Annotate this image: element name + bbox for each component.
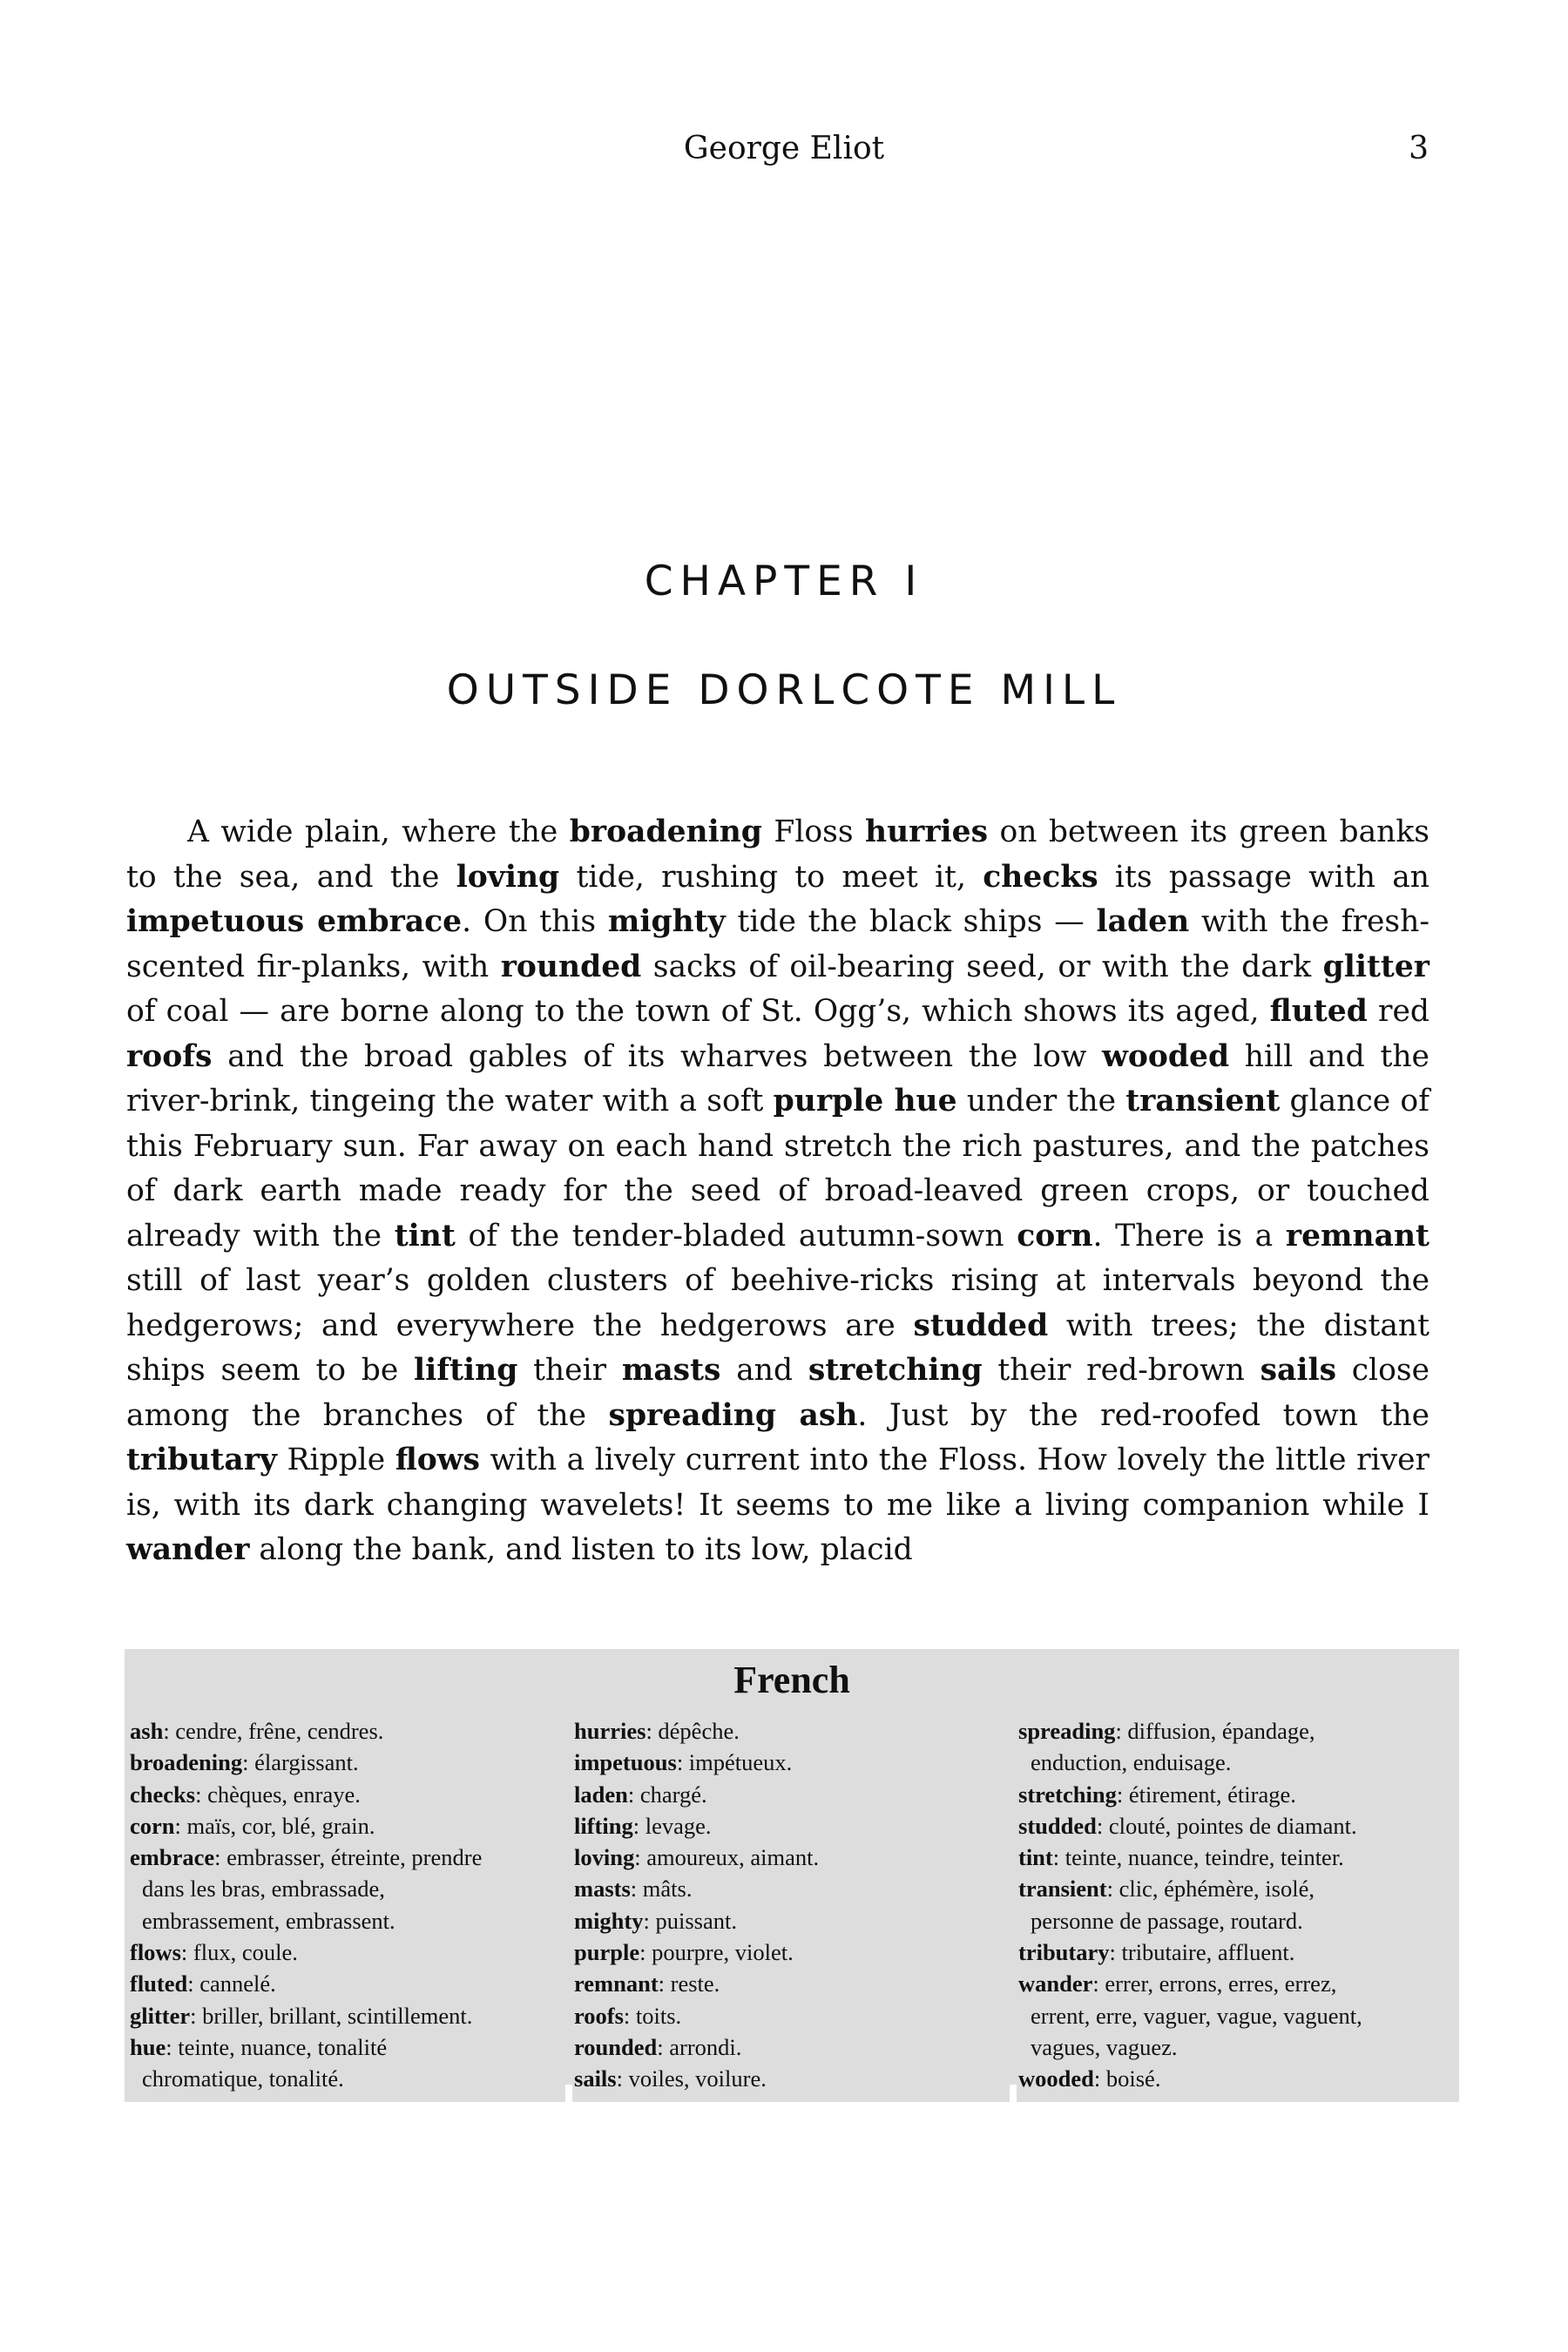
glossary-definition: : clic, éphémère, isolé, [1106,1876,1315,1903]
glossary-definition-continued: chromatique, tonalité. [142,2065,344,2092]
body-text-run: and [720,1353,808,1388]
body-text-run: . Just by the red-roofed town the [857,1397,1429,1433]
chapter-subtitle: OUTSIDE DORLCOTE MILL [446,666,1122,714]
glossed-word: masts [621,1353,721,1388]
glossary-entry [574,2063,1010,2094]
glossary-entry [1018,1842,1454,1873]
glossary-definition: : maïs, cor, blé, grain. [174,1812,375,1839]
glossary-definition: : errer, errons, erres, errez, [1092,1970,1337,1997]
glossary-term: masts [574,1876,631,1903]
page-number: 3 [1409,131,1429,166]
glossary-term: hurries [574,1718,646,1744]
body-text-run: under the [956,1084,1126,1119]
glossary-definition: : puissant. [643,1907,737,1934]
glossary-term: spreading [1018,1718,1116,1744]
glossary-entry [1018,2063,1454,2094]
glossary-definition: : cannelé. [187,1970,276,1997]
glossary-definition: : dépêche. [645,1718,740,1744]
glossed-word: flows [395,1443,480,1477]
glossary-definition: : toits. [623,2002,682,2029]
glossary-definition: : chèques, enraye. [195,1781,361,1808]
glossary-entry [574,1873,1010,1904]
glossary-term: corn [130,1812,175,1839]
glossary-entry [574,1842,1010,1873]
glossary-term: remnant [574,1970,659,1997]
glossary-term: purple [574,1939,640,1966]
glossary-entry [130,1968,565,1999]
glossary-definition: : briller, brillant, scintillement. [190,2002,473,2029]
glossary-entry [574,1715,1010,1747]
glossed-word: fluted [1269,994,1368,1029]
glossed-word: broadening [569,814,762,849]
body-text-run: of coal — are borne along to the town of St. Ogg’s, which shows its aged, [126,994,1270,1029]
glossary-entry [574,2000,1010,2031]
glossary-entry [1018,1968,1454,2063]
glossary-term: stretching [1018,1781,1117,1808]
glossary-term: ash [130,1718,164,1744]
glossary-definition-continued: vagues, vaguez. [1031,2033,1178,2060]
glossed-word: wander [126,1532,250,1567]
glossary-term: tributary [1018,1939,1110,1966]
glossary-term: wooded [1018,2065,1094,2092]
body-text-run: with trees; the distant ships seem to be [126,1308,1429,1388]
glossary-definition: : mâts. [630,1876,693,1903]
glossary-definition: : voiles, voilure. [616,2065,767,2092]
body-text-run: along the bank, and listen to its low, placid [249,1532,913,1567]
body-text-run: sacks of oil-bearing seed, or with the dark [641,949,1323,984]
body-text-run: of the tender-bladed autumn-sown [455,1218,1017,1254]
running-title: George Eliot [683,131,885,166]
glossary-entry [1018,1873,1454,1936]
glossary-entry [1018,1779,1454,1810]
glossary-definition-continued: dans les bras, embrassade, [142,1876,385,1903]
glossed-word: stretching [808,1353,983,1388]
glossary-entry [574,1810,1010,1842]
glossary-definition: : élargissant. [242,1749,359,1776]
glossed-word: impetuous embrace [126,904,463,939]
glossary-definition: : diffusion, épandage, [1115,1718,1315,1744]
glossed-word: remnant [1285,1218,1429,1254]
glossed-word: corn [1017,1218,1093,1254]
glossary-term: embrace [130,1844,215,1871]
glossed-word: spreading ash [608,1397,858,1433]
glossary-entry [574,1905,1010,1936]
running-header [0,131,1568,174]
glossary-entry [1018,1936,1454,1968]
glossary-definition: : chargé. [627,1781,707,1808]
glossed-word: lifting [414,1353,518,1388]
glossary-column-2 [574,1715,1010,2095]
french-glossary [125,1649,1459,2102]
glossed-word: roofs [126,1038,213,1074]
body-text-run: their [517,1353,622,1388]
glossary-definition: : boisé. [1093,2065,1161,2092]
glossed-word: checks [983,859,1098,895]
glossary-entry [574,1747,1010,1778]
glossary-column-1 [130,1715,565,2095]
glossary-definition: : pourpre, violet. [639,1939,794,1966]
glossary-definition: : clouté, pointes de diamant. [1096,1812,1357,1839]
body-text-run: red [1367,994,1429,1029]
body-text-run: their red-brown [982,1353,1260,1388]
glossary-entry [130,1936,565,1968]
body-paragraph [126,810,1429,1573]
glossary-term: rounded [574,2033,658,2060]
glossary-definition: : étirement, étirage. [1116,1781,1296,1808]
glossary-entry [130,1779,565,1810]
glossary-entry [574,1936,1010,1968]
glossed-word: mighty [607,904,726,939]
glossary-definition: : levage. [632,1812,712,1839]
column-gap [565,2085,572,2102]
body-text-run: Floss [761,814,865,849]
glossary-term: transient [1018,1876,1107,1903]
glossary-entry [130,1842,565,1936]
glossary-definition-continued: errent, erre, vaguer, vague, vaguent, [1031,2002,1362,2029]
glossary-definition: : arrondi. [657,2033,742,2060]
glossed-word: glitter [1322,949,1429,984]
glossary-definition: : flux, coule. [180,1939,298,1966]
glossary-term: lifting [574,1812,633,1839]
glossary-entry [574,2031,1010,2063]
body-text-run: on between its green banks to the sea, and the [126,814,1429,895]
glossary-term: loving [574,1844,635,1871]
body-text-run: Ripple [276,1443,395,1477]
glossary-definition: : reste. [658,1970,720,1997]
glossary-definition: : teinte, nuance, teindre, teinter. [1052,1844,1344,1871]
body-text-run: and the broad gables of its wharves between the low [212,1038,1103,1074]
glossed-word: wooded [1102,1038,1230,1074]
body-text-run: still of last year’s golden clusters of beehive-ricks rising at intervals beyond the hedgerows; and everywhere the hedgerows are [126,1263,1429,1343]
body-text-run: with a lively current into the Floss. How lovely the little river is, with its dark changing wavelets! It seems to me like a living companion while I [126,1443,1429,1523]
body-text-run: close among the branches of the [126,1353,1429,1433]
glossary-term: tint [1018,1844,1053,1871]
glossary-definition: : teinte, nuance, tonalité [166,2033,388,2060]
body-text-run: glance of this February sun. Far away on each hand stretch the rich pastures, and the patches of dark earth made ready for the seed of broad-leaved green crops, or touched already with the [126,1084,1429,1254]
glossed-word: sails [1260,1353,1337,1388]
glossary-term: mighty [574,1907,644,1934]
glossary-entry [574,1968,1010,1999]
glossed-word: studded [913,1308,1049,1343]
glossary-definition: : tributaire, affluent. [1109,1939,1295,1966]
glossary-term: laden [574,1781,628,1808]
glossary-entry [130,2031,565,2095]
glossary-entry [1018,1810,1454,1842]
glossary-entry [130,1715,565,1747]
glossary-term: wander [1018,1970,1093,1997]
glossary-definition: : amoureux, aimant. [634,1844,820,1871]
body-text-run: its passage with an [1098,859,1430,895]
column-gap [1010,2085,1017,2102]
glossed-word: tributary [126,1443,277,1477]
body-text-run: . There is a [1092,1218,1286,1254]
glossary-entry [130,1747,565,1778]
glossary-term: hue [130,2033,166,2060]
body-text-run: tide, rushing to meet it, [559,859,983,895]
glossary-definition: : impétueux. [676,1749,793,1776]
glossed-word: laden [1096,904,1190,939]
glossary-term: flows [130,1939,181,1966]
body-text-run: hill and the river-brink, tingeing the water with a soft [126,1038,1429,1119]
body-text-run: with the fresh-scented fir-planks, with [126,904,1429,984]
body-text-run: tide the black ships — [725,904,1097,939]
glossary-term: studded [1018,1812,1097,1839]
glossary-entry [1018,1715,1454,1779]
glossary-title: French [733,1659,850,1701]
glossary-term: glitter [130,2002,191,2029]
glossary-term: impetuous [574,1749,677,1776]
glossed-word: purple hue [773,1084,957,1119]
chapter-title: CHAPTER I [644,558,924,605]
glossed-word: rounded [500,949,642,984]
glossary-term: roofs [574,2002,624,2029]
glossary-definition: : embrasser, étreinte, prendre [214,1844,483,1871]
glossed-word: tint [394,1218,456,1254]
glossary-term: sails [574,2065,617,2092]
glossed-word: loving [456,859,560,895]
glossary-entry [574,1779,1010,1810]
glossary-definition-continued: enduction, enduisage. [1031,1749,1232,1776]
glossary-column-3 [1018,1715,1454,2095]
glossary-entry [130,1810,565,1842]
glossary-definition-continued: personne de passage, routard. [1031,1907,1303,1934]
glossed-word: transient [1125,1084,1281,1119]
body-text-run: . On this [462,904,608,939]
glossed-word: hurries [865,814,988,849]
body-text-run: A wide plain, where the [187,814,570,849]
glossary-entry [130,2000,565,2031]
glossary-term: fluted [130,1970,188,1997]
glossary-term: broadening [130,1749,243,1776]
glossary-definition-continued: embrassement, embrassent. [142,1907,395,1934]
glossary-term: checks [130,1781,196,1808]
glossary-definition: : cendre, frêne, cendres. [163,1718,384,1744]
